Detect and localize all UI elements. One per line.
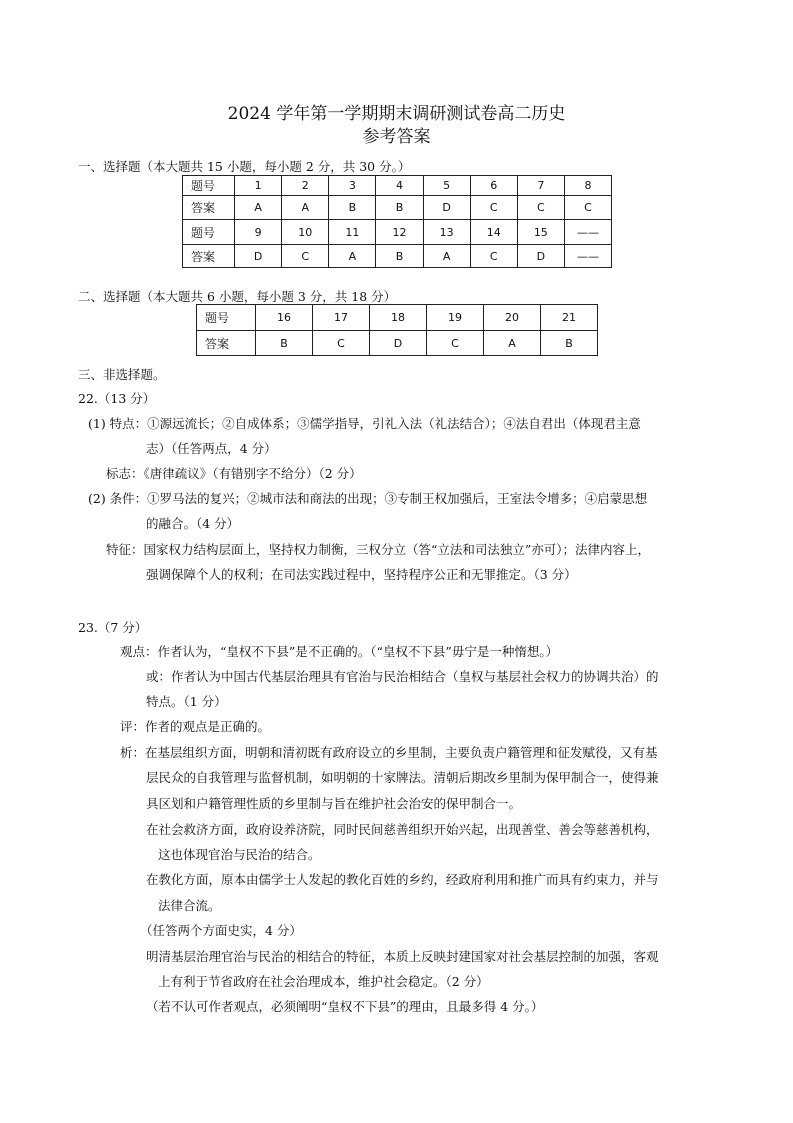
q22-part2-feature1: 特征：国家权力结构层面上，坚持权力制衡，三权分立（答“立法和司法独立”亦可）；法律内容上， [106, 542, 651, 557]
section2-answer-row [197, 331, 598, 356]
answer-letter: C [517, 196, 564, 220]
q23-summary-line2: 上有利于节省政府在社会治理成本，维护社会稳定。（2 分） [158, 974, 489, 989]
answer-letter: D [423, 196, 470, 220]
q23-analysis-scoring: （任答两个方面史实，4 分） [140, 923, 302, 938]
section2-answer-table [196, 304, 598, 356]
question-number: 13 [423, 220, 470, 245]
row-label-answer: 答案 [183, 196, 235, 220]
section1-heading: 一、选择题（本大题共 15 小题，每小题 2 分，共 30 分。） [78, 159, 411, 174]
question-number: 3 [329, 176, 376, 196]
q23-analysis-line5: 这也体现官治与民治的结合。 [158, 847, 321, 862]
q23-view-line3: 特点。（1 分） [146, 694, 227, 709]
question-number: 2 [282, 176, 329, 196]
answer-letter: D [517, 245, 564, 268]
question-number: 21 [541, 305, 598, 331]
answer-letter: A [423, 245, 470, 268]
q22-part1-sign: 标志：《唐律疏议》（有错别字不给分）（2 分） [106, 466, 362, 481]
question-number: 5 [423, 176, 470, 196]
question-number: 9 [235, 220, 282, 245]
section3-heading: 三、非选择题。 [78, 367, 166, 382]
question-number: 20 [484, 305, 541, 331]
q23-analysis-line2: 层民众的自我管理与监督机制，如明朝的十家牌法。清朝后期改乡里制为保甲制合一，使得兼 [146, 770, 659, 785]
question-number: 16 [256, 305, 313, 331]
question-number: 14 [470, 220, 517, 245]
question-number: 11 [329, 220, 376, 245]
q23-analysis-line6: 在教化方面，原本由儒学士人发起的教化百姓的乡约，经政府利用和推广而具有约束力，并与 [146, 872, 659, 887]
question-number: —— [564, 220, 611, 245]
answer-letter: C [313, 331, 370, 356]
answer-letter: A [282, 196, 329, 220]
q22-title: 22.（13 分） [78, 391, 156, 406]
section2-heading: 二、选择题（本大题共 6 小题，每小题 3 分，共 18 分） [78, 289, 397, 304]
q23-title: 23.（7 分） [78, 620, 148, 635]
answer-letter: D [235, 245, 282, 268]
question-number: 4 [376, 176, 423, 196]
question-number: 6 [470, 176, 517, 196]
q23-evaluation: 评：作者的观点是正确的。 [120, 719, 271, 734]
section1-question-row [183, 220, 612, 245]
answer-letter: B [329, 196, 376, 220]
row-label-question: 题号 [183, 176, 235, 196]
q23-view-line1: 观点：作者认为，“皇权不下县”是不正确的。（“皇权不下县”毋宁是一种惰想。） [120, 644, 559, 659]
row-label-answer: 答案 [183, 245, 235, 268]
answer-letter: C [282, 245, 329, 268]
q22-part1-line1: (1) 特点：①源远流长；②自成体系；③儒学指导，引礼入法（礼法结合）；④法自君出（体现君主意 [88, 416, 641, 431]
q23-scoring-note: （若不认可作者观点，必须阐明“皇权不下县”的理由，且最多得 4 分。） [146, 999, 544, 1014]
question-number: 17 [313, 305, 370, 331]
question-number: 19 [427, 305, 484, 331]
q22-part1-line2: 志）（任答两点，4 分） [146, 441, 277, 456]
answer-letter: C [470, 196, 517, 220]
q23-view-line2: 或：作者认为中国古代基层治理具有官治与民治相结合（皇权与基层社会权力的协调共治）的 [146, 669, 659, 684]
q22-part2-line2: 的融合。（4 分） [146, 516, 240, 531]
question-number: 12 [376, 220, 423, 245]
q23-analysis-line3: 具区划和户籍管理性质的乡里制与旨在维护社会治安的保甲制合一。 [146, 796, 522, 811]
answer-letter: C [564, 196, 611, 220]
row-label-question: 题号 [183, 220, 235, 245]
q22-part2-line1: (2) 条件：①罗马法的复兴；②城市法和商法的出现；③专制王权加强后，王室法令增多；④启蒙思想 [88, 491, 648, 506]
section1-question-row [183, 176, 612, 196]
row-label-answer: 答案 [197, 331, 256, 356]
question-number: 10 [282, 220, 329, 245]
answer-letter: C [470, 245, 517, 268]
q22-part2-feature2: 强调保障个人的权利；在司法实践过程中，坚持程序公正和无罪推定。（3 分） [146, 567, 577, 582]
page-subtitle: 参考答案 [362, 127, 431, 147]
question-number: 15 [517, 220, 564, 245]
page-title: 2024 学年第一学期期末调研测试卷高二历史 [227, 104, 566, 124]
answer-letter: B [376, 245, 423, 268]
row-label-question: 题号 [197, 305, 256, 331]
section1-answer-table [182, 175, 612, 268]
answer-letter: —— [564, 245, 611, 268]
answer-letter: A [235, 196, 282, 220]
answer-letter: A [484, 331, 541, 356]
q23-summary-line1: 明清基层治理官治与民治的相结合的特征，本质上反映封建国家对社会基层控制的加强，客观 [146, 949, 659, 964]
question-number: 8 [564, 176, 611, 196]
q23-analysis-line1: 析：在基层组织方面，明朝和清初既有政府设立的乡里制，主要负责户籍管理和征发赋役，又有基 [120, 745, 658, 760]
answer-letter: C [427, 331, 484, 356]
section1-answer-row [183, 245, 612, 268]
q23-analysis-line7: 法律合流。 [158, 898, 221, 913]
answer-letter: B [541, 331, 598, 356]
answer-letter: A [329, 245, 376, 268]
question-number: 18 [370, 305, 427, 331]
answer-letter: B [376, 196, 423, 220]
answer-letter: D [370, 331, 427, 356]
answer-letter: B [256, 331, 313, 356]
section2-question-row [197, 305, 598, 331]
question-number: 7 [517, 176, 564, 196]
question-number: 1 [235, 176, 282, 196]
section1-answer-row [183, 196, 612, 220]
q23-analysis-line4: 在社会救济方面，政府设养济院，同时民间慈善组织开始兴起，出现善堂、善会等慈善机构， [146, 822, 659, 837]
